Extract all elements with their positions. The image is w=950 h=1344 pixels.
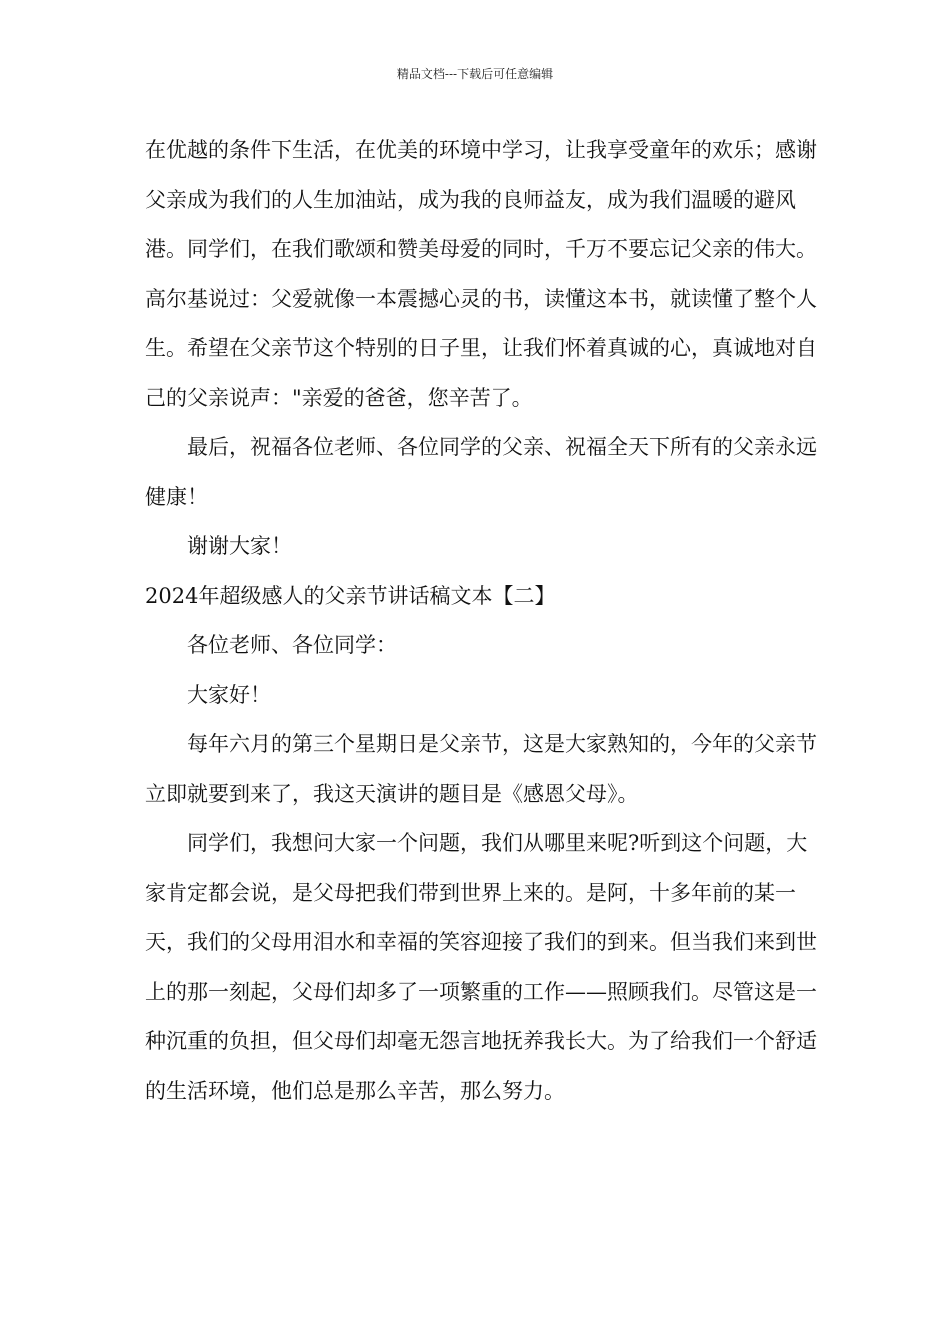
paragraph-closing-wish: 最后，祝福各位老师、各位同学的父亲、祝福全天下所有的父亲永远健康！ xyxy=(145,435,817,509)
paragraph-salutation: 各位老师、各位同学： xyxy=(187,633,397,657)
paragraph-body: 同学们，我想问大家一个问题，我们从哪里来呢?听到这个问题，大家肯定都会说，是父母把我们带到世界上来的。是阿，十多年前的某一天，我们的父母用泪水和幸福的笑容迎接了我们的到来。但当我们来到世上的那一刻起，父母们却多了一项繁重的工作——照顾我们。尽管这是一种沉重的负担，但父母们却毫无怨言地抚养我长大。为了给我们一个舒适的生活环境，他们总是那么辛苦，那么努力。 xyxy=(145,831,817,1103)
paragraph-continuation: 在优越的条件下生活，在优美的环境中学习，让我享受童年的欢乐；感谢父亲成为我们的人生加油站，成为我的良师益友，成为我们温暖的避风港。同学们，在我们歌颂和赞美母爱的同时，千万不要忘记父亲的伟大。高尔基说过：父爱就像一本震撼心灵的书，读懂这本书，就读懂了整个人生。希望在父亲节这个特别的日子里，让我们怀着真诚的心，真诚地对自己的父亲说声："亲爱的爸爸，您辛苦了。 xyxy=(145,138,817,410)
section-heading: 2024年超级感人的父亲节讲话稿文本【二】 xyxy=(145,583,556,608)
document-body xyxy=(145,126,825,1116)
page-header: 精品文档---下载后可任意编辑 xyxy=(396,67,554,81)
paragraph-intro: 每年六月的第三个星期日是父亲节，这是大家熟知的，今年的父亲节立即就要到来了，我这天演讲的题目是《感恩父母》。 xyxy=(145,732,817,806)
paragraph-greeting: 大家好！ xyxy=(187,682,271,707)
paragraph-thanks: 谢谢大家！ xyxy=(187,534,292,558)
